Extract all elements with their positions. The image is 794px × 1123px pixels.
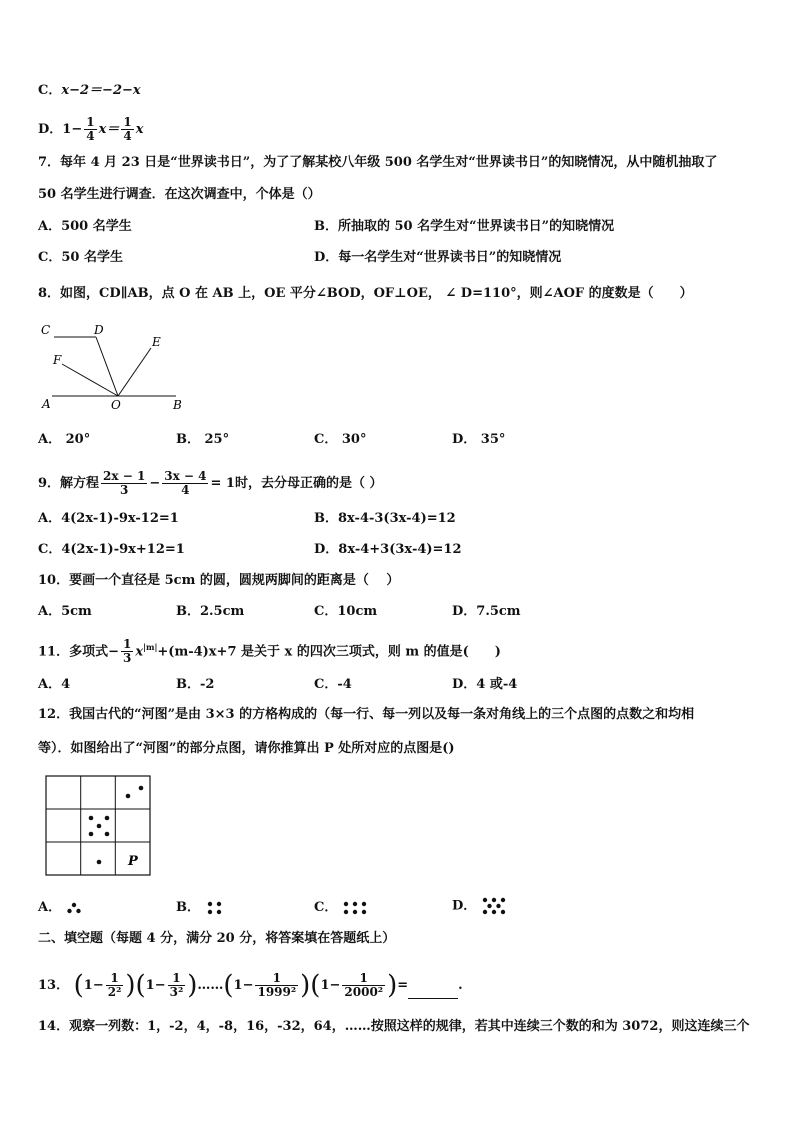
q9-stem: 9．解方程 $\frac{2x - 1}{3}$ − $\frac{3x - 4}{4}$ = 1时，去分母正确的是（ ）: [38, 469, 383, 497]
dots-three-icon: [66, 902, 82, 914]
q14-stem-line1: 14．观察一列数：1，-2，4，-8，16，-32，64，……按照这样的规律，若其中连续三个数的和为 3072，则这连续三个: [38, 1019, 750, 1034]
q8-label-b: B: [173, 398, 182, 412]
q8-label-o: O: [111, 398, 121, 412]
q7-option-d: D．每一名学生对“世界读书日”的知晓情况: [314, 250, 562, 265]
q8-option-b: B． 25°: [176, 432, 230, 447]
q11-option-c: C．-4: [314, 677, 352, 692]
q9-option-a: A．4(2x-1)-9x-12=1: [38, 511, 179, 526]
q8-option-a: A． 20°: [38, 432, 91, 447]
q12-hetu-grid: [44, 774, 154, 878]
q8-option-c: C． 30°: [314, 432, 367, 447]
q8-stem: 8．如图，CD∥AB，点 O 在 AB 上，OE 平分∠BOD，OF⊥OE， ∠ D=110°，则∠AOF 的度数是（ ）: [38, 286, 693, 301]
q12-option-a: A．: [38, 899, 82, 917]
q8-option-d: D． 35°: [452, 432, 506, 447]
dots-six-icon: [342, 901, 368, 915]
q7-option-b: B．所抽取的 50 名学生对“世界读书日”的知晓情况: [314, 219, 615, 234]
q7-stem-line1: 7．每年 4 月 23 日是“世界读书日”，为了了解某校八年级 500 名学生对“世界读书日”的知晓情况，从中随机抽取了: [38, 155, 718, 170]
q13-answer-blank[interactable]: [408, 984, 458, 999]
q9-option-d: D．8x-4+3(3x-4)=12: [314, 542, 462, 557]
q6-option-d: D．1− $\frac{1}{4}$ x＝ $\frac{1}{4}$ x: [38, 115, 144, 143]
q9-option-c: C．4(2x-1)-9x+12=1: [38, 542, 185, 557]
q10-option-c: C．10cm: [314, 604, 378, 619]
q12-option-d: D．: [452, 897, 507, 916]
q11-option-d: D．4 或-4: [452, 677, 518, 692]
q10-option-a: A．5cm: [38, 604, 92, 619]
dots-two: [126, 786, 144, 799]
q11-option-b: B．-2: [176, 677, 215, 692]
q8-angle-figure: [36, 318, 196, 418]
q8-label-c: C: [41, 323, 51, 337]
q12-option-c: C．: [314, 899, 368, 917]
q12-stem-line1: 12．我国古代的“河图”是由 3×3 的方格构成的（每一行、每一列以及每一条对角线上的三个点图的点数之和均相: [38, 707, 695, 722]
q8-label-a: A: [42, 397, 51, 411]
q7-stem-line2: 50 名学生进行调查．在这次调查中，个体是（）: [38, 187, 321, 202]
q8-label-f: F: [53, 353, 62, 367]
q12-p-label: P: [128, 854, 138, 869]
q10-stem: 10．要画一个直径是 5cm 的圆，圆规两脚间的距离是（ ）: [38, 573, 400, 588]
q11-option-a: A．4: [38, 677, 71, 692]
q8-label-e: E: [152, 335, 161, 349]
q6-option-c: C．x−2＝−2−x: [38, 83, 141, 98]
q7-option-a: A．500 名学生: [38, 219, 132, 234]
q7-option-c: C．50 名学生: [38, 250, 123, 265]
q13-stem: 13． (1− $\frac{1}{\text{2²}}$ )(1− $\frac{1}{\text{3²}}$ )……(1− $\frac{1}{\text{1999²}}$ )(1− $\frac{1}{\text{2000²}}$ )= .: [38, 970, 463, 1001]
q10-option-b: B．2.5cm: [176, 604, 245, 619]
dots-five: [89, 816, 110, 837]
q12-option-b: B．: [176, 899, 225, 917]
q11-stem: 11．多项式− $\frac{1}{3}$ $x^{|m|}+(m-4)x+7$ 是关于 x 的四次三项式，则 m 的值是( ): [38, 637, 501, 666]
q10-option-d: D．7.5cm: [452, 604, 521, 619]
q12-stem-line2: 等）．如图给出了“河图”的部分点图，请你推算出 P 处所对应的点图是(): [38, 741, 455, 756]
q8-label-d: D: [94, 323, 104, 337]
section-2-heading: 二、填空题（每题 4 分，满分 20 分，将答案填在答题纸上）: [38, 931, 396, 946]
dots-four-icon: [205, 901, 225, 915]
q9-option-b: B．8x-4-3(3x-4)=12: [314, 511, 456, 526]
dots-one: [97, 860, 102, 865]
dots-eight-icon: [481, 897, 507, 915]
